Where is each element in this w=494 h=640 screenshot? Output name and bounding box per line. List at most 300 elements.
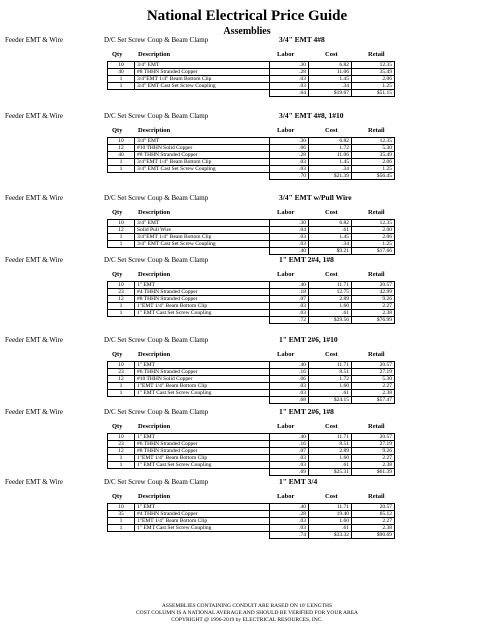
qty-cell: 1	[108, 383, 135, 390]
description-cell: #8 THHN Stranded Copper	[135, 296, 270, 303]
qty-cell: 1	[108, 462, 135, 469]
labor-cell: .16	[270, 441, 309, 448]
total-retail-cell: $51.15	[352, 90, 395, 97]
qty-cell: 1	[108, 234, 135, 241]
section-category: Feeder EMT & Wire	[5, 408, 63, 416]
cost-cell: 11.71	[309, 434, 352, 441]
cost-cell: 12.75	[309, 289, 352, 296]
section-header	[0, 254, 494, 266]
table-row	[108, 518, 395, 525]
qty-cell: 23	[108, 369, 135, 376]
total-row	[108, 173, 395, 180]
table-row	[108, 525, 395, 532]
table-row	[108, 241, 395, 248]
cost-cell: .34	[309, 241, 352, 248]
retail-cell: 1.25	[352, 83, 395, 90]
description-cell: #4 THHN Stranded Copper	[135, 289, 270, 296]
table-row	[108, 369, 395, 376]
description-cell: #8 THHN Stranded Copper	[135, 448, 270, 455]
description-header: Description	[138, 209, 171, 216]
qty-cell: 40	[108, 152, 135, 159]
section-header	[0, 406, 494, 418]
cost-cell: 2.89	[309, 448, 352, 455]
cost-cell: 11.06	[309, 69, 352, 76]
qty-cell: 1	[108, 159, 135, 166]
qty-cell: 1	[108, 303, 135, 310]
table-row	[108, 362, 395, 369]
cost-cell: .61	[309, 310, 352, 317]
assembly-section	[0, 334, 494, 403]
table-row	[108, 234, 395, 241]
blank-cell	[135, 317, 270, 324]
description-cell: 3/4"EMT 1/4" Beam Bottom Clip	[135, 76, 270, 83]
qty-cell: 10	[108, 138, 135, 145]
qty-cell: 12	[108, 145, 135, 152]
description-cell: 1" EMT Cast Set Screw Coupling	[135, 310, 270, 317]
cost-cell: 2.89	[309, 296, 352, 303]
retail-cell: 27.19	[352, 441, 395, 448]
description-cell: 3/4" EMT	[135, 62, 270, 69]
column-headers	[0, 270, 494, 281]
section-header	[0, 334, 494, 346]
retail-cell: 20.57	[352, 362, 395, 369]
section-category: Feeder EMT & Wire	[5, 256, 63, 264]
cost-cell: 1.60	[309, 303, 352, 310]
cost-cell: 1.60	[309, 518, 352, 525]
description-cell: 3/4" EMT	[135, 220, 270, 227]
total-row	[108, 317, 395, 324]
description-cell: 3/4" EMT	[135, 138, 270, 145]
qty-cell: 12	[108, 376, 135, 383]
total-cost-cell: $24.15	[309, 397, 352, 404]
blank-cell	[135, 173, 270, 180]
table-row	[108, 390, 395, 397]
section-clamp-type: D/C Set Screw Coup & Beam Clamp	[104, 336, 209, 344]
labor-cell: .03	[270, 83, 309, 90]
section-assembly-name: 1" EMT 2#6, 1#8	[279, 407, 334, 416]
description-cell: 1" EMT	[135, 434, 270, 441]
description-header: Description	[138, 127, 171, 134]
labor-cell: .04	[270, 227, 309, 234]
column-headers	[0, 126, 494, 137]
labor-cell: .28	[270, 152, 309, 159]
qty-cell: 10	[108, 504, 135, 511]
retail-cell: 9.26	[352, 448, 395, 455]
assembly-items-table	[107, 433, 395, 476]
cost-cell: 1.60	[309, 455, 352, 462]
total-labor-cell: .70	[270, 173, 309, 180]
qty-cell: 1	[108, 390, 135, 397]
total-cost-cell: $9.21	[309, 248, 352, 255]
labor-header: Labor	[277, 209, 295, 216]
description-header: Description	[138, 51, 171, 58]
labor-cell: .40	[270, 282, 309, 289]
labor-cell: .07	[270, 296, 309, 303]
total-retail-cell: $17.66	[352, 248, 395, 255]
section-clamp-type: D/C Set Screw Coup & Beam Clamp	[104, 256, 209, 264]
cost-cell: 11.71	[309, 504, 352, 511]
cost-header: Cost	[325, 351, 338, 358]
cost-cell: 11.06	[309, 152, 352, 159]
qty-header: Qty	[112, 493, 123, 500]
cost-cell: .34	[309, 83, 352, 90]
cost-cell: 1.60	[309, 383, 352, 390]
qty-cell: 10	[108, 282, 135, 289]
section-assembly-name: 1" EMT 2#4, 1#8	[279, 255, 334, 264]
description-cell: 3/4"EMT 1/4" Beam Bottom Clip	[135, 159, 270, 166]
section-category: Feeder EMT & Wire	[5, 336, 63, 344]
labor-cell: .03	[270, 525, 309, 532]
blank-cell	[108, 532, 135, 539]
retail-cell: 2.06	[352, 234, 395, 241]
table-row	[108, 303, 395, 310]
retail-cell: 27.19	[352, 369, 395, 376]
total-labor-cell: .69	[270, 469, 309, 476]
section-assembly-name: 3/4" EMT 4#8	[279, 35, 325, 44]
description-cell: #10 THHN Solid Copper	[135, 145, 270, 152]
table-row	[108, 462, 395, 469]
retail-cell: 20.57	[352, 282, 395, 289]
assembly-section	[0, 406, 494, 475]
cost-cell: 1.72	[309, 376, 352, 383]
description-cell: 3/4" EMT Cast Set Screw Coupling	[135, 166, 270, 173]
retail-cell: 12.35	[352, 62, 395, 69]
qty-cell: 12	[108, 448, 135, 455]
total-row	[108, 532, 395, 539]
retail-cell: 2.27	[352, 518, 395, 525]
total-row	[108, 397, 395, 404]
assembly-section	[0, 110, 494, 179]
total-cost-cell: $29.56	[309, 317, 352, 324]
total-retail-cell: $61.39	[352, 469, 395, 476]
assembly-section	[0, 34, 494, 96]
table-row	[108, 166, 395, 173]
labor-cell: .40	[270, 362, 309, 369]
section-category: Feeder EMT & Wire	[5, 36, 63, 44]
qty-cell: 1	[108, 310, 135, 317]
total-labor-cell: .74	[270, 532, 309, 539]
column-headers	[0, 350, 494, 361]
cost-cell: 8.51	[309, 369, 352, 376]
assembly-items-table	[107, 61, 395, 97]
blank-cell	[135, 469, 270, 476]
labor-cell: .03	[270, 166, 309, 173]
qty-cell: 1	[108, 166, 135, 173]
labor-cell: .16	[270, 369, 309, 376]
labor-cell: .03	[270, 303, 309, 310]
description-cell: 1"EMT 1/4" Beam Bottom Clip	[135, 303, 270, 310]
labor-header: Labor	[277, 51, 295, 58]
cost-cell: 1.72	[309, 145, 352, 152]
retail-cell: 2.38	[352, 310, 395, 317]
total-cost-cell: $21.39	[309, 173, 352, 180]
qty-cell: 1	[108, 241, 135, 248]
cost-cell: .34	[309, 166, 352, 173]
section-header	[0, 192, 494, 204]
retail-header: Retail	[368, 493, 385, 500]
retail-cell: 20.57	[352, 434, 395, 441]
cost-cell: 1.45	[309, 159, 352, 166]
table-row	[108, 220, 395, 227]
labor-cell: .07	[270, 448, 309, 455]
cost-header: Cost	[325, 493, 338, 500]
assembly-items-table	[107, 281, 395, 324]
labor-cell: .30	[270, 62, 309, 69]
footer-line-cost: COST COLUMN IS A NATIONAL AVERAGE AND SHOULD BE VERIFIED FOR YOUR AREA	[135, 610, 359, 616]
cost-cell: .61	[309, 390, 352, 397]
retail-cell: 5.30	[352, 145, 395, 152]
cost-cell: .61	[309, 462, 352, 469]
page-title: National Electrical Price Guide	[146, 8, 348, 24]
description-cell: 1" EMT Cast Set Screw Coupling	[135, 462, 270, 469]
labor-cell: .28	[270, 69, 309, 76]
cost-header: Cost	[325, 51, 338, 58]
section-header	[0, 476, 494, 488]
description-cell: #10 THHN Solid Copper	[135, 376, 270, 383]
retail-cell: 2.38	[352, 390, 395, 397]
assembly-section	[0, 192, 494, 254]
retail-cell: 12.35	[352, 220, 395, 227]
table-row	[108, 448, 395, 455]
retail-cell: 2.27	[352, 455, 395, 462]
description-cell: Solid Pull Wire	[135, 227, 270, 234]
labor-cell: .03	[270, 76, 309, 83]
retail-header: Retail	[368, 127, 385, 134]
cost-cell: 6.82	[309, 138, 352, 145]
total-labor-cell: .72	[270, 317, 309, 324]
total-row	[108, 469, 395, 476]
qty-cell: 10	[108, 362, 135, 369]
qty-cell: 10	[108, 220, 135, 227]
qty-cell: 23	[108, 289, 135, 296]
labor-cell: .03	[270, 159, 309, 166]
cost-header: Cost	[325, 127, 338, 134]
description-cell: 1" EMT	[135, 362, 270, 369]
labor-header: Labor	[277, 423, 295, 430]
blank-cell	[108, 397, 135, 404]
cost-cell: 6.82	[309, 220, 352, 227]
total-row	[108, 90, 395, 97]
description-cell: #8 THHN Stranded Copper	[135, 69, 270, 76]
assembly-items-table	[107, 361, 395, 404]
blank-cell	[108, 90, 135, 97]
labor-header: Labor	[277, 351, 295, 358]
retail-cell: 12.35	[352, 138, 395, 145]
cost-cell: .61	[309, 227, 352, 234]
retail-cell: 65.12	[352, 511, 395, 518]
retail-header: Retail	[368, 351, 385, 358]
section-category: Feeder EMT & Wire	[5, 112, 63, 120]
description-cell: 3/4"EMT 1/4" Beam Bottom Clip	[135, 234, 270, 241]
table-row	[108, 310, 395, 317]
footer-notes	[0, 603, 494, 624]
blank-cell	[135, 532, 270, 539]
retail-cell: 20.57	[352, 504, 395, 511]
description-cell: 1" EMT Cast Set Screw Coupling	[135, 525, 270, 532]
total-retail-cell: $56.45	[352, 173, 395, 180]
cost-header: Cost	[325, 209, 338, 216]
section-assembly-name: 3/4" EMT 4#8, 1#10	[279, 111, 344, 120]
page-subtitle: Assemblies	[223, 26, 271, 37]
description-cell: #8 THHN Stranded Copper	[135, 152, 270, 159]
retail-cell: 2.38	[352, 525, 395, 532]
cost-header: Cost	[325, 271, 338, 278]
description-cell: 1" EMT Cast Set Screw Coupling	[135, 390, 270, 397]
qty-cell: 23	[108, 441, 135, 448]
blank-cell	[135, 90, 270, 97]
description-cell: 1"EMT 1/4" Beam Bottom Clip	[135, 518, 270, 525]
description-cell: 3/4" EMT Cast Set Screw Coupling	[135, 241, 270, 248]
qty-header: Qty	[112, 423, 123, 430]
table-row	[108, 76, 395, 83]
table-row	[108, 152, 395, 159]
qty-header: Qty	[112, 51, 123, 58]
cost-cell: 6.82	[309, 62, 352, 69]
total-retail-cell: $57.47	[352, 397, 395, 404]
column-headers	[0, 422, 494, 433]
table-row	[108, 159, 395, 166]
blank-cell	[108, 317, 135, 324]
cost-cell: 1.45	[309, 76, 352, 83]
blank-cell	[108, 173, 135, 180]
description-header: Description	[138, 493, 171, 500]
labor-cell: .28	[270, 511, 309, 518]
retail-cell: 2.00	[352, 227, 395, 234]
description-header: Description	[138, 351, 171, 358]
footer-line-conduit: ASSEMBLIES CONTAINING CONDUIT ARE BASED ON 10' LENGTHS	[161, 603, 333, 609]
retail-header: Retail	[368, 423, 385, 430]
assembly-items-table	[107, 503, 395, 539]
retail-cell: 1.25	[352, 241, 395, 248]
qty-cell: 1	[108, 525, 135, 532]
retail-cell: 35.49	[352, 152, 395, 159]
table-row	[108, 138, 395, 145]
table-row	[108, 145, 395, 152]
labor-cell: .40	[270, 434, 309, 441]
cost-cell: 11.71	[309, 282, 352, 289]
cost-cell: 11.71	[309, 362, 352, 369]
retail-header: Retail	[368, 51, 385, 58]
retail-cell: 1.25	[352, 166, 395, 173]
footer-line-copyright: COPYRIGHT @ 1996-2019 by ELECTRICAL RESOURCES, INC.	[171, 617, 323, 623]
table-row	[108, 62, 395, 69]
qty-cell: 12	[108, 227, 135, 234]
description-cell: 1"EMT 1/4" Beam Bottom Clip	[135, 455, 270, 462]
cost-cell: .61	[309, 525, 352, 532]
labor-cell: .03	[270, 462, 309, 469]
labor-cell: .03	[270, 383, 309, 390]
description-cell: #6 THHN Stranded Copper	[135, 441, 270, 448]
description-cell: 3/4" EMT Cast Set Screw Coupling	[135, 83, 270, 90]
labor-cell: .18	[270, 289, 309, 296]
column-headers	[0, 50, 494, 61]
qty-cell: 35	[108, 511, 135, 518]
qty-cell: 12	[108, 296, 135, 303]
assembly-section	[0, 254, 494, 323]
total-retail-cell: $76.99	[352, 317, 395, 324]
total-retail-cell: $90.69	[352, 532, 395, 539]
description-cell: 1" EMT	[135, 282, 270, 289]
retail-cell: 9.26	[352, 296, 395, 303]
table-row	[108, 282, 395, 289]
retail-cell: 2.06	[352, 76, 395, 83]
cost-cell: 8.51	[309, 441, 352, 448]
labor-cell: .03	[270, 234, 309, 241]
section-clamp-type: D/C Set Screw Coup & Beam Clamp	[104, 194, 209, 202]
cost-cell: 1.45	[309, 234, 352, 241]
section-clamp-type: D/C Set Screw Coup & Beam Clamp	[104, 36, 209, 44]
labor-header: Labor	[277, 493, 295, 500]
qty-cell: 1	[108, 455, 135, 462]
table-row	[108, 383, 395, 390]
total-cost-cell: $33.32	[309, 532, 352, 539]
table-row	[108, 504, 395, 511]
section-header	[0, 110, 494, 122]
blank-cell	[135, 397, 270, 404]
labor-header: Labor	[277, 127, 295, 134]
qty-cell: 40	[108, 69, 135, 76]
section-header	[0, 34, 494, 46]
retail-cell: 2.06	[352, 159, 395, 166]
table-row	[108, 83, 395, 90]
qty-cell: 1	[108, 83, 135, 90]
total-labor-cell: .68	[270, 397, 309, 404]
labor-cell: .03	[270, 455, 309, 462]
retail-cell: 2.27	[352, 383, 395, 390]
qty-header: Qty	[112, 351, 123, 358]
total-labor-cell: .40	[270, 248, 309, 255]
table-row	[108, 227, 395, 234]
retail-cell: 5.30	[352, 376, 395, 383]
blank-cell	[108, 469, 135, 476]
assembly-section	[0, 476, 494, 538]
qty-header: Qty	[112, 209, 123, 216]
total-labor-cell: .64	[270, 90, 309, 97]
qty-header: Qty	[112, 127, 123, 134]
section-category: Feeder EMT & Wire	[5, 478, 63, 486]
labor-cell: .03	[270, 310, 309, 317]
section-assembly-name: 3/4" EMT w/Pull Wire	[279, 193, 352, 202]
table-row	[108, 69, 395, 76]
qty-header: Qty	[112, 271, 123, 278]
assembly-items-table	[107, 219, 395, 255]
labor-cell: .03	[270, 518, 309, 525]
qty-cell: 1	[108, 518, 135, 525]
table-row	[108, 511, 395, 518]
column-headers	[0, 208, 494, 219]
cost-cell: 19.40	[309, 511, 352, 518]
qty-cell: 1	[108, 76, 135, 83]
description-cell: 1"EMT 1/4" Beam Bottom Clip	[135, 383, 270, 390]
qty-cell: 10	[108, 434, 135, 441]
table-row	[108, 441, 395, 448]
retail-cell: 2.27	[352, 303, 395, 310]
labor-cell: .03	[270, 241, 309, 248]
description-cell: #6 THHN Stranded Copper	[135, 369, 270, 376]
labor-header: Labor	[277, 271, 295, 278]
table-row	[108, 289, 395, 296]
section-category: Feeder EMT & Wire	[5, 194, 63, 202]
labor-cell: .30	[270, 220, 309, 227]
section-clamp-type: D/C Set Screw Coup & Beam Clamp	[104, 112, 209, 120]
total-cost-cell: $25.31	[309, 469, 352, 476]
section-clamp-type: D/C Set Screw Coup & Beam Clamp	[104, 408, 209, 416]
cost-header: Cost	[325, 423, 338, 430]
retail-cell: 42.99	[352, 289, 395, 296]
total-cost-cell: $19.67	[309, 90, 352, 97]
retail-cell: 35.49	[352, 69, 395, 76]
section-assembly-name: 1" EMT 2#6, 1#10	[279, 335, 338, 344]
